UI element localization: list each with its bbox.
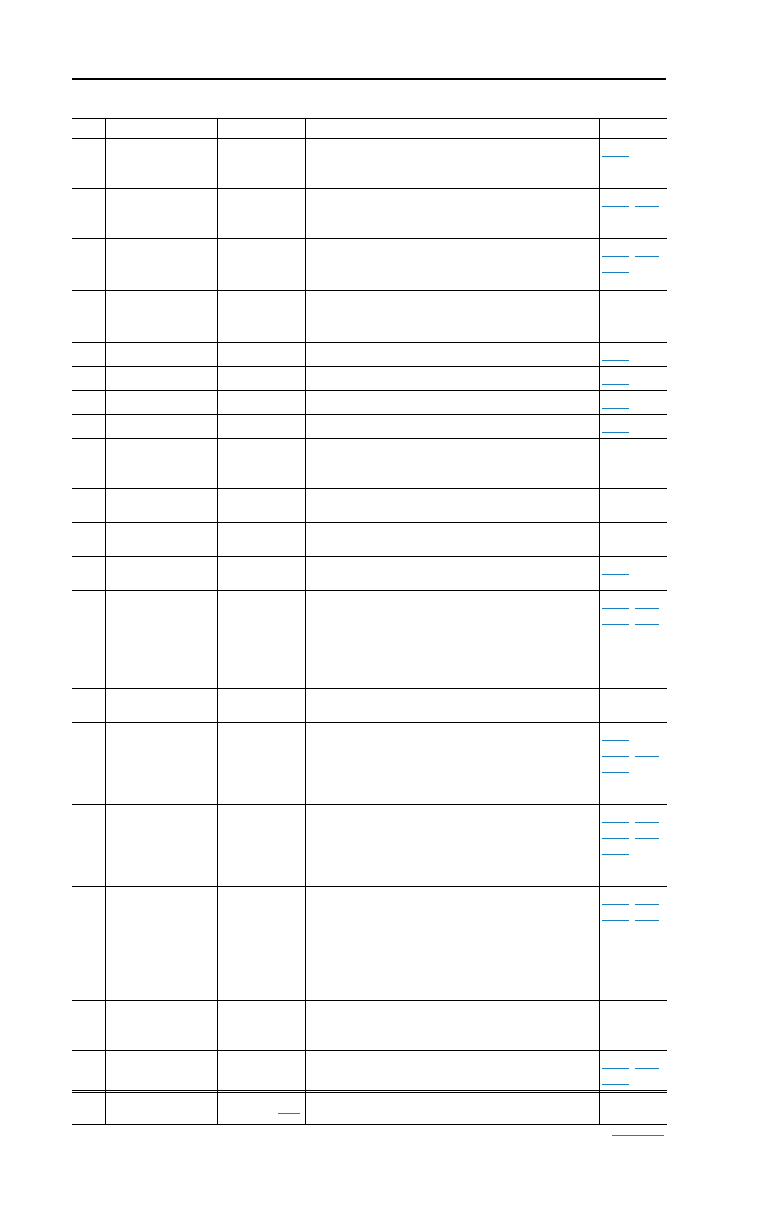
table-cell <box>217 523 305 557</box>
parameter-link[interactable] <box>635 831 659 839</box>
table-cell <box>217 1001 305 1051</box>
table-row <box>72 523 667 557</box>
table-cell <box>105 557 217 591</box>
table-cell <box>105 189 217 239</box>
table-cell <box>217 415 305 439</box>
table-cell <box>217 291 305 343</box>
parameter-table <box>72 118 667 1125</box>
table-cell <box>305 415 599 439</box>
table-cell <box>105 367 217 391</box>
table-row <box>72 805 667 887</box>
parameter-link[interactable] <box>602 617 629 625</box>
table-cell <box>72 489 105 523</box>
table-cell <box>217 189 305 239</box>
parameter-link[interactable] <box>635 815 659 823</box>
related-links-cell <box>599 1091 667 1125</box>
table-cell <box>217 887 305 1001</box>
table-cell <box>217 367 305 391</box>
table-cell <box>305 367 599 391</box>
related-links-cell <box>599 489 667 523</box>
table-row <box>72 291 667 343</box>
table-cell <box>217 557 305 591</box>
table-row <box>72 557 667 591</box>
parameter-link[interactable] <box>602 199 629 207</box>
table-cell <box>72 343 105 367</box>
parameter-link[interactable] <box>635 1061 659 1069</box>
table-cell <box>72 591 105 689</box>
table-row <box>72 189 667 239</box>
table-cell <box>105 291 217 343</box>
column-header <box>105 119 217 139</box>
table-row <box>72 139 667 189</box>
table-cell <box>72 1091 105 1125</box>
related-links-cell <box>599 415 667 439</box>
footnote-link[interactable] <box>278 1113 300 1114</box>
table-cell <box>105 1001 217 1051</box>
table-cell <box>105 239 217 291</box>
related-links-cell <box>599 139 667 189</box>
table-cell <box>72 689 105 723</box>
table-cell <box>105 391 217 415</box>
table-cell <box>305 291 599 343</box>
table-cell <box>217 343 305 367</box>
column-header <box>72 119 105 139</box>
table-cell <box>72 805 105 887</box>
parameter-link[interactable] <box>602 265 629 273</box>
parameter-link[interactable] <box>635 601 659 609</box>
related-links-cell <box>599 291 667 343</box>
table-cell <box>305 391 599 415</box>
parameter-link[interactable] <box>602 749 629 757</box>
table-cell <box>105 1051 217 1091</box>
table-cell <box>217 591 305 689</box>
parameter-link[interactable] <box>602 847 629 855</box>
bottom-navigation-link[interactable] <box>612 1135 664 1136</box>
footnote-rule <box>72 1092 667 1093</box>
parameter-link[interactable] <box>602 249 629 257</box>
table-cell <box>105 591 217 689</box>
table-cell <box>72 887 105 1001</box>
parameter-link[interactable] <box>602 601 629 609</box>
table-cell <box>72 367 105 391</box>
related-links-cell <box>599 805 667 887</box>
table-cell <box>217 239 305 291</box>
table-cell <box>305 689 599 723</box>
related-links-cell <box>599 239 667 291</box>
table-cell <box>105 1091 217 1125</box>
parameter-link[interactable] <box>602 567 629 575</box>
parameter-link[interactable] <box>635 913 659 921</box>
table-cell <box>217 439 305 489</box>
related-links-cell <box>599 439 667 489</box>
table-cell <box>217 391 305 415</box>
parameter-link[interactable] <box>602 765 629 773</box>
related-links-cell <box>599 689 667 723</box>
parameter-link[interactable] <box>602 353 629 361</box>
parameter-link[interactable] <box>635 897 659 905</box>
table-cell <box>305 189 599 239</box>
column-header <box>217 119 305 139</box>
table-cell <box>217 723 305 805</box>
related-links-cell <box>599 591 667 689</box>
table-cell <box>217 1051 305 1091</box>
table-cell <box>72 439 105 489</box>
table-cell <box>305 489 599 523</box>
table-row <box>72 415 667 439</box>
table-cell <box>305 1051 599 1091</box>
table-cell <box>105 439 217 489</box>
parameter-link[interactable] <box>602 733 629 741</box>
table-cell <box>72 1051 105 1091</box>
table-cell <box>72 291 105 343</box>
table-cell <box>105 805 217 887</box>
table-cell <box>305 723 599 805</box>
related-links-cell <box>599 523 667 557</box>
related-links-cell <box>599 1001 667 1051</box>
related-links-cell <box>599 367 667 391</box>
table-cell <box>217 689 305 723</box>
parameter-link[interactable] <box>602 149 629 157</box>
table-cell <box>217 489 305 523</box>
parameter-link[interactable] <box>602 425 629 433</box>
table-cell <box>105 343 217 367</box>
table-cell <box>305 343 599 367</box>
parameter-link[interactable] <box>602 1061 629 1069</box>
parameter-link[interactable] <box>602 815 629 823</box>
table-cell <box>105 523 217 557</box>
table-cell <box>305 591 599 689</box>
table-cell <box>305 887 599 1001</box>
table-cell <box>305 239 599 291</box>
table-cell <box>72 391 105 415</box>
table-cell <box>72 139 105 189</box>
related-links-cell <box>599 343 667 367</box>
related-links-cell <box>599 189 667 239</box>
table-row <box>72 391 667 415</box>
table-row <box>72 367 667 391</box>
table-cell <box>305 557 599 591</box>
table-header-row <box>72 119 667 139</box>
table-cell <box>105 723 217 805</box>
parameter-link[interactable] <box>635 749 659 757</box>
parameter-link[interactable] <box>635 249 659 257</box>
column-header <box>305 119 599 139</box>
parameter-link[interactable] <box>602 1077 629 1085</box>
table-cell <box>305 139 599 189</box>
table-cell <box>72 557 105 591</box>
parameter-link[interactable] <box>602 377 629 385</box>
parameter-link[interactable] <box>602 913 629 921</box>
table-cell <box>72 189 105 239</box>
header-rule <box>72 78 666 80</box>
table-cell <box>105 415 217 439</box>
parameter-link[interactable] <box>602 897 629 905</box>
table-cell <box>72 239 105 291</box>
table-row <box>72 343 667 367</box>
table-cell <box>217 805 305 887</box>
table-row <box>72 1051 667 1091</box>
table-cell <box>72 1001 105 1051</box>
table-cell <box>72 723 105 805</box>
table-cell <box>305 1001 599 1051</box>
table-row <box>72 591 667 689</box>
related-links-cell <box>599 723 667 805</box>
table-row <box>72 489 667 523</box>
table-cell <box>305 1091 599 1125</box>
related-links-cell <box>599 557 667 591</box>
table-cell <box>105 489 217 523</box>
table-row <box>72 689 667 723</box>
parameter-link[interactable] <box>635 199 659 207</box>
table-cell <box>305 805 599 887</box>
table-row <box>72 723 667 805</box>
table-cell <box>72 523 105 557</box>
table-cell <box>105 139 217 189</box>
table-row <box>72 1001 667 1051</box>
parameter-link[interactable] <box>635 617 659 625</box>
column-header <box>599 119 667 139</box>
table-row <box>72 887 667 1001</box>
related-links-cell <box>599 887 667 1001</box>
table-row <box>72 1091 667 1125</box>
table-cell <box>305 439 599 489</box>
table-cell <box>105 689 217 723</box>
table-cell <box>305 523 599 557</box>
table-cell <box>217 139 305 189</box>
related-links-cell <box>599 391 667 415</box>
table-cell <box>72 415 105 439</box>
table-row <box>72 239 667 291</box>
table-cell <box>105 887 217 1001</box>
related-links-cell <box>599 1051 667 1091</box>
parameter-link[interactable] <box>602 831 629 839</box>
table-row <box>72 439 667 489</box>
table-cell <box>217 1091 305 1125</box>
parameter-link[interactable] <box>602 401 629 409</box>
